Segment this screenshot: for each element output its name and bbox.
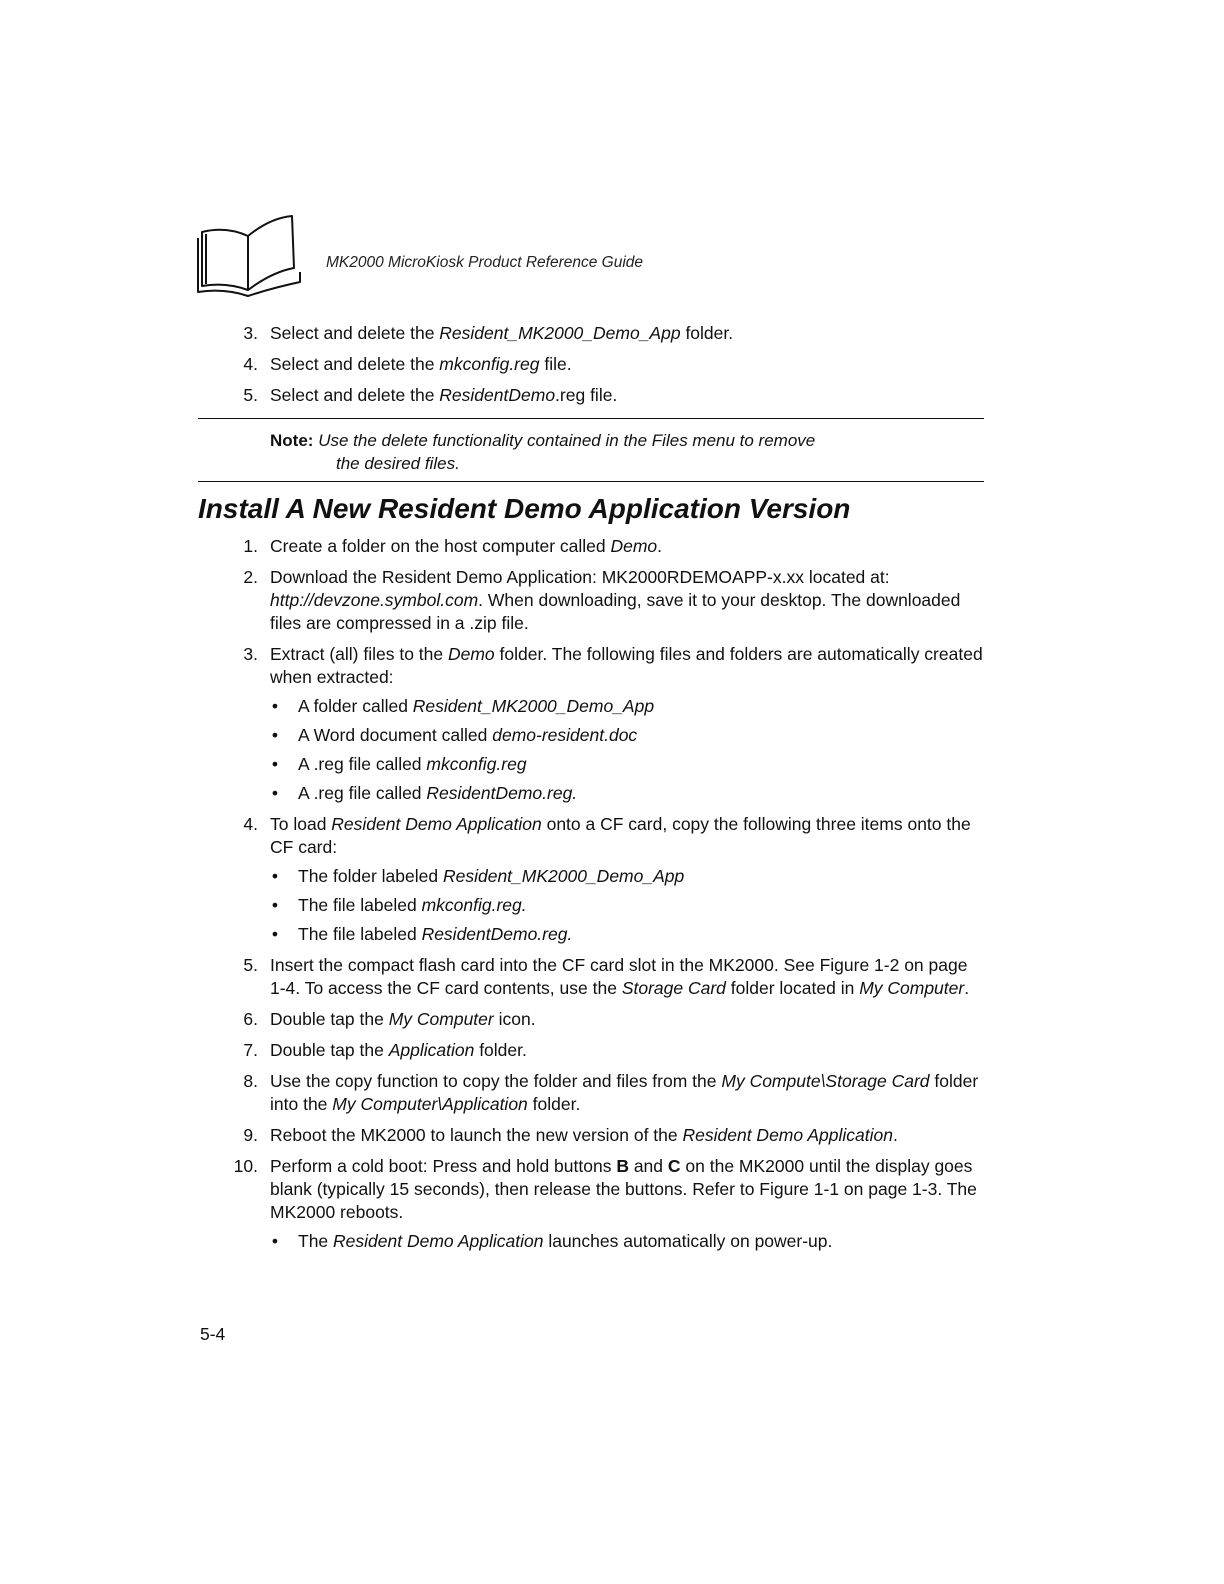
note-block	[270, 429, 950, 475]
list-item: 6. Double tap the My Computer icon.	[243, 1009, 536, 1029]
bullet-item: • A folder called Resident_MK2000_Demo_App	[271, 696, 655, 716]
bullet-item: • A .reg file called mkconfig.reg	[271, 754, 527, 774]
bullet-item: • The file labeled ResidentDemo.reg.	[271, 924, 573, 944]
bullet-item: • A Word document called demo-resident.doc	[271, 725, 638, 745]
note-top-rule	[198, 418, 984, 419]
bullet-list	[270, 1230, 986, 1253]
list-item: 5. Select and delete the ResidentDemo.reg file.	[243, 385, 618, 405]
continued-steps-list	[226, 322, 986, 415]
url-link: http://devzone.symbol.com	[270, 590, 479, 610]
list-item: 3. Extract (all) files to the Demo folder. The following files and folders are automatically created when extracted: • A folder called Resident_MK2000_Demo_App • A Word document called demo-resident.doc • A .reg file called mkconfig.reg • A .reg file called ResidentDemo.reg.	[226, 643, 986, 805]
bullet-list	[270, 865, 986, 946]
list-item: 1. Create a folder on the host computer called Demo.	[243, 536, 663, 556]
list-item: 9. Reboot the MK2000 to launch the new version of the Resident Demo Application.	[243, 1125, 898, 1145]
page-number: 5-4	[200, 1324, 226, 1344]
list-item: 3. Select and delete the Resident_MK2000_Demo_App folder.	[243, 323, 734, 343]
book-icon	[196, 214, 314, 300]
running-title: MK2000 MicroKiosk Product Reference Guide	[326, 254, 644, 271]
list-item: 2. Download the Resident Demo Application: MK2000RDEMOAPP-x.xx located at: http://devzone.symbol.com. When downloading, save it to your desktop. The downloaded files are compressed in a .zip file.	[243, 567, 961, 633]
install-steps-list	[226, 535, 986, 1261]
list-item: 5. Insert the compact flash card into the CF card slot in the MK2000. See Figure 1-2 on page 1-4. To access the CF card contents, use the Storage Card folder located in My Computer.	[243, 955, 970, 998]
note-text-line2: the desired files.	[336, 454, 460, 473]
section-title: Install A New Resident Demo Application Version	[198, 493, 851, 524]
bullet-item: • The Resident Demo Application launches automatically on power-up.	[271, 1231, 833, 1251]
bullet-list	[270, 695, 986, 805]
bullet-item: • The folder labeled Resident_MK2000_Demo_App	[271, 866, 685, 886]
bullet-item: • A .reg file called ResidentDemo.reg.	[271, 783, 578, 803]
note-label: Note:	[270, 431, 314, 450]
list-item: 4. To load Resident Demo Application onto a CF card, copy the following three items onto the CF card: • The folder labeled Resident_MK2000_Demo_App • The file labeled mkconfig.reg. • The file labeled ResidentDemo.reg.	[226, 813, 986, 946]
list-item: 4. Select and delete the mkconfig.reg file.	[243, 354, 572, 374]
note-text-line1: Use the delete functionality contained in the Files menu to remove	[318, 431, 816, 450]
bullet-item: • The file labeled mkconfig.reg.	[271, 895, 527, 915]
list-item: 10. Perform a cold boot: Press and hold buttons B and C on the MK2000 until the display goes blank (typically 15 seconds), then release the buttons. Refer to Figure 1-1 on page 1-3. The MK2000 reboots. • The Resident Demo Application launches automatically on power-up.	[226, 1155, 986, 1253]
list-item: 7. Double tap the Application folder.	[243, 1040, 527, 1060]
list-item: 8. Use the copy function to copy the folder and files from the My Compute\Storage Card folder into the My Computer\Application folder.	[243, 1071, 979, 1114]
note-bottom-rule	[198, 481, 984, 482]
